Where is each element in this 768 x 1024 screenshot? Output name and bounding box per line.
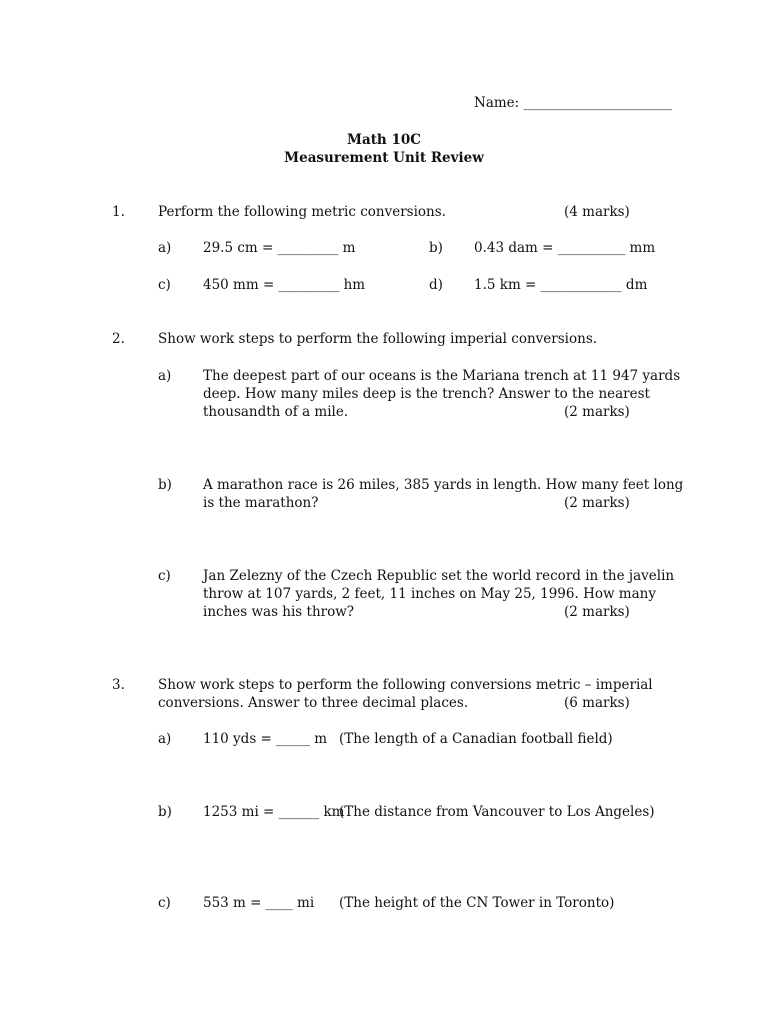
conversion-item: 110 yds = _____ m bbox=[203, 731, 327, 747]
name-field-label: Name: ______________________ bbox=[474, 95, 672, 111]
word-problem-line: inches was his throw? bbox=[203, 604, 355, 620]
course-title: Math 10C bbox=[347, 132, 421, 148]
conversion-item: 450 mm = _________ hm bbox=[203, 277, 366, 293]
question-prompt: conversions. Answer to three decimal places. bbox=[158, 695, 469, 711]
word-problem-line: thousandth of a mile. bbox=[203, 404, 349, 420]
part-label: b) bbox=[158, 477, 172, 493]
question-number: 1. bbox=[112, 204, 125, 220]
question-prompt: Perform the following metric conversions. bbox=[158, 204, 446, 220]
part-label: a) bbox=[158, 368, 172, 384]
word-problem-line: is the marathon? bbox=[203, 495, 319, 511]
part-label: b) bbox=[429, 240, 443, 256]
word-problem-line: deep. How many miles deep is the trench? Answer to the nearest bbox=[203, 386, 650, 402]
conversion-note: (The distance from Vancouver to Los Angeles) bbox=[339, 804, 655, 820]
question-marks: (2 marks) bbox=[564, 495, 630, 511]
conversion-note: (The height of the CN Tower in Toronto) bbox=[339, 895, 615, 911]
question-marks: (2 marks) bbox=[564, 404, 630, 420]
word-problem-line: A marathon race is 26 miles, 385 yards in length. How many feet long bbox=[203, 477, 684, 493]
question-marks: (2 marks) bbox=[564, 604, 630, 620]
conversion-note: (The length of a Canadian football field) bbox=[339, 731, 613, 747]
conversion-item: 0.43 dam = __________ mm bbox=[474, 240, 656, 256]
question-prompt: Show work steps to perform the following conversions metric – imperial bbox=[158, 677, 653, 693]
question-marks: (4 marks) bbox=[564, 204, 630, 220]
conversion-item: 553 m = ____ mi bbox=[203, 895, 315, 911]
conversion-item: 1.5 km = ____________ dm bbox=[474, 277, 648, 293]
conversion-item: 29.5 cm = _________ m bbox=[203, 240, 356, 256]
question-marks: (6 marks) bbox=[564, 695, 630, 711]
question-number: 2. bbox=[112, 331, 125, 347]
part-label: c) bbox=[158, 568, 171, 584]
word-problem-line: Jan Zelezny of the Czech Republic set the world record in the javelin bbox=[203, 568, 675, 584]
conversion-item: 1253 mi = ______ km bbox=[203, 804, 345, 820]
word-problem-line: throw at 107 yards, 2 feet, 11 inches on May 25, 1996. How many bbox=[203, 586, 656, 602]
part-label: a) bbox=[158, 731, 172, 747]
question-number: 3. bbox=[112, 677, 125, 693]
question-prompt: Show work steps to perform the following imperial conversions. bbox=[158, 331, 598, 347]
part-label: a) bbox=[158, 240, 172, 256]
part-label: c) bbox=[158, 895, 171, 911]
part-label: d) bbox=[429, 277, 443, 293]
part-label: b) bbox=[158, 804, 172, 820]
part-label: c) bbox=[158, 277, 171, 293]
word-problem-line: The deepest part of our oceans is the Mariana trench at 11 947 yards bbox=[203, 368, 681, 384]
worksheet-title: Measurement Unit Review bbox=[284, 150, 484, 166]
